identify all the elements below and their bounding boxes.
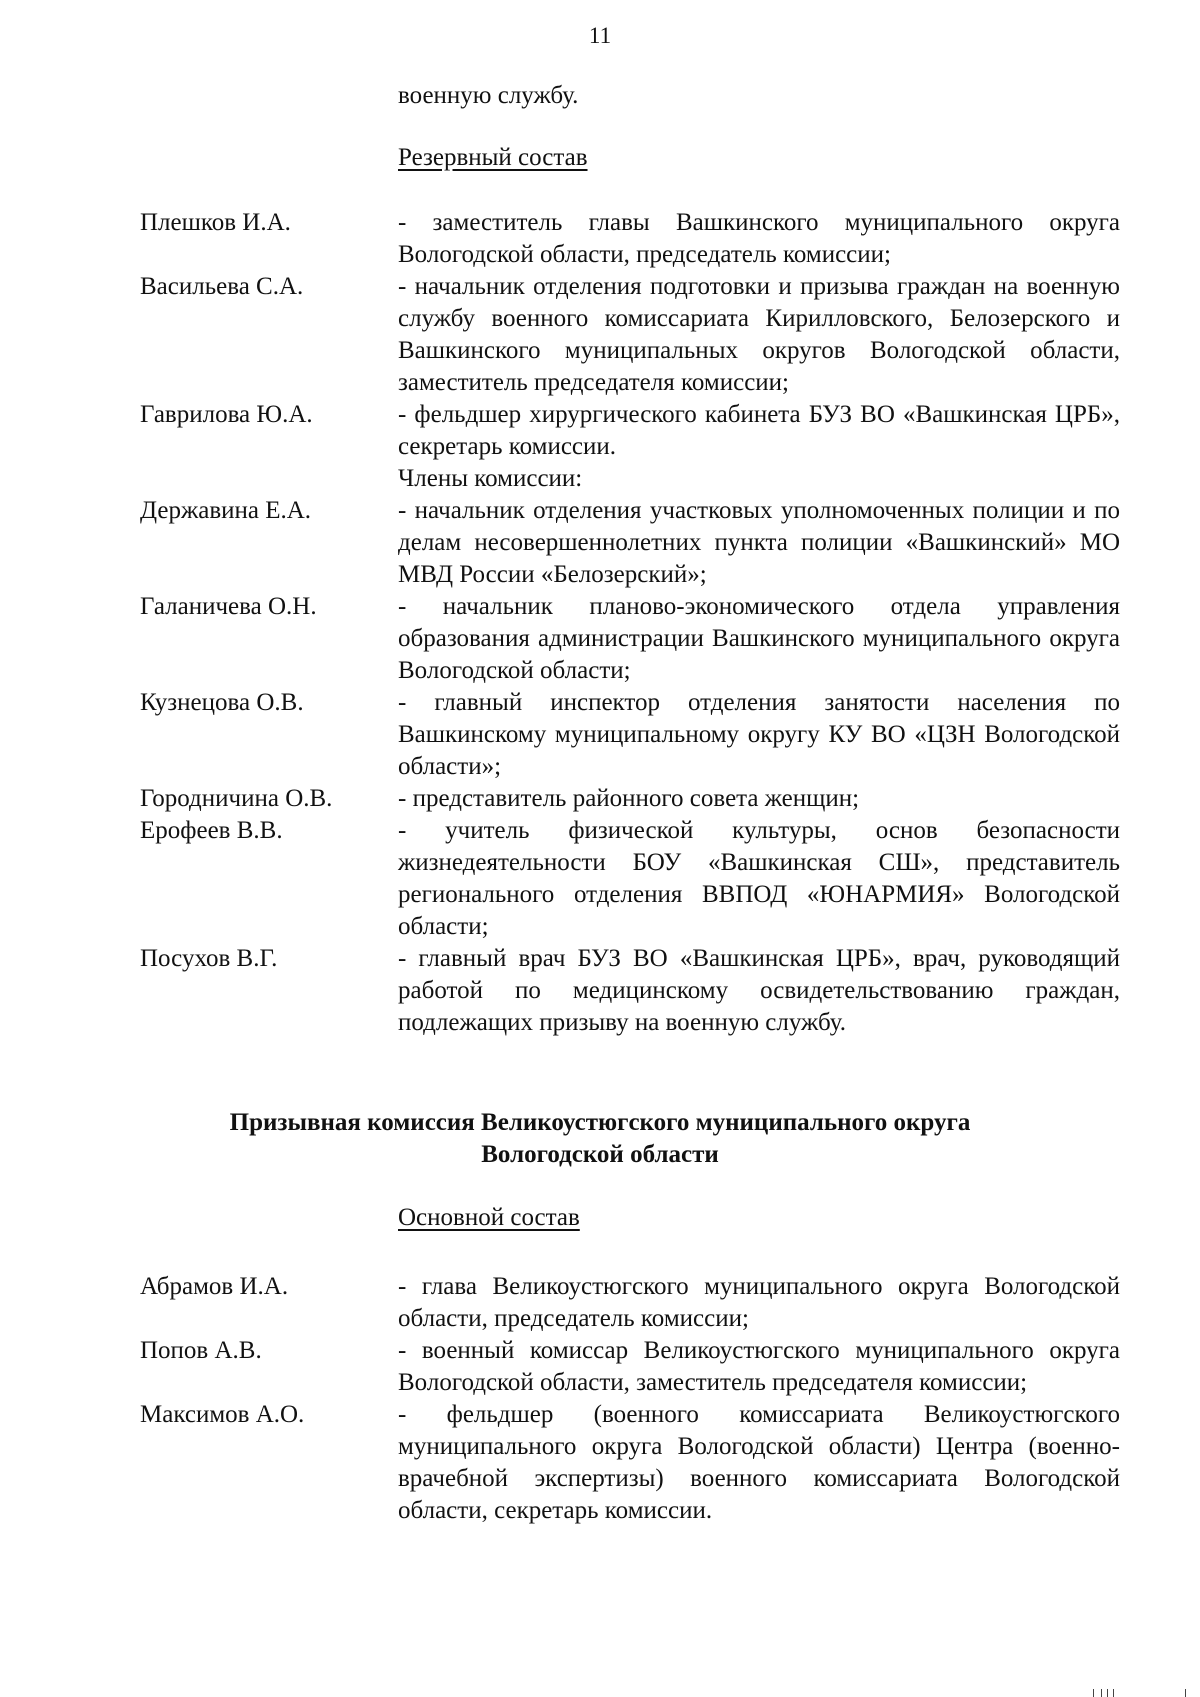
roster-row — [140, 783, 1120, 815]
roster-row — [140, 815, 1120, 943]
member-role: - учитель физической культуры, основ безопасности жизнедеятельности БОУ «Вашкинская СШ», представитель регионального отделения ВВПОД «ЮНАРМИЯ» Вологодской области; — [398, 817, 1120, 940]
member-role: - главный врач БУЗ ВО «Вашкинская ЦРБ», врач, руководящий работой по медицинскому освидетельствованию граждан, подлежащих призыву на военную службу. — [398, 945, 1120, 1036]
member-name: Попов А.В. — [140, 1337, 262, 1364]
reserve-roster — [140, 207, 1120, 1039]
commission-title-line: Вологодской области — [481, 1141, 719, 1168]
commission-title-line: Призывная комиссия Великоустюгского муниципального округа — [229, 1109, 971, 1136]
continued-text: военную службу. — [398, 82, 579, 109]
roster-row — [140, 207, 1120, 271]
roster-row — [140, 495, 1120, 591]
member-name: Васильева С.А. — [140, 273, 304, 300]
member-name: Галаничева О.Н. — [140, 593, 317, 620]
member-role: - военный комиссар Великоустюгского муниципального округа Вологодской области, заместитель председателя комиссии; — [398, 1337, 1120, 1396]
roster-row — [140, 591, 1120, 687]
roster-row — [140, 271, 1120, 399]
roster-row — [140, 399, 1120, 463]
member-role: - начальник отделения подготовки и призыва граждан на военную службу военного комиссариата Кирилловского, Белозерского и Вашкинского муниципальных округов Вологодской области, заместитель председателя комиссии; — [398, 273, 1120, 396]
commission-title — [0, 1107, 1200, 1171]
member-role: - фельдшер (военного комиссариата Великоустюгского муниципального округа Вологодской области) Центра (военно-врачебной экспертизы) военного комиссариата Вологодской области, секретарь комиссии. — [398, 1401, 1120, 1524]
member-role: - заместитель главы Вашкинского муниципального округа Вологодской области, председатель комиссии; — [398, 209, 1120, 268]
member-name: Городничина О.В. — [140, 785, 333, 812]
member-role: - главный инспектор отделения занятости населения по Вашкинскому муниципальному округу КУ ВО «ЦЗН Вологодской области»; — [398, 689, 1120, 780]
main-composition-heading: Основной состав — [398, 1204, 580, 1231]
member-name: Державина Е.А. — [140, 497, 312, 524]
member-role: - начальник отделения участковых уполномоченных полиции и по делам несовершеннолетних пункта полиции «Вашкинский» МО МВД России «Белозерский»; — [398, 497, 1120, 588]
member-name: Гаврилова Ю.А. — [140, 401, 313, 428]
roster-row — [140, 1271, 1120, 1335]
member-name: Ерофеев В.В. — [140, 817, 283, 844]
member-name: Посухов В.Г. — [140, 945, 278, 972]
main-roster — [140, 1271, 1120, 1527]
roster-row — [140, 687, 1120, 783]
member-name: Максимов А.О. — [140, 1401, 305, 1428]
members-label: Члены комиссии: — [398, 465, 583, 492]
scan-artifact — [1085, 1680, 1195, 1697]
member-role: - фельдшер хирургического кабинета БУЗ ВО «Вашкинская ЦРБ», секретарь комиссии. — [398, 401, 1120, 460]
member-role: - начальник планово-экономического отдела управления образования администрации Вашкинского муниципального округа Вологодской области; — [398, 593, 1120, 684]
page-number: 11 — [588, 23, 612, 48]
member-name: Абрамов И.А. — [140, 1273, 289, 1300]
member-role: - глава Великоустюгского муниципального округа Вологодской области, председатель комиссии; — [398, 1273, 1120, 1332]
roster-row — [140, 943, 1120, 1039]
reserve-composition-heading: Резервный состав — [398, 144, 588, 171]
member-role: - представитель районного совета женщин; — [398, 785, 860, 812]
roster-row — [140, 1335, 1120, 1399]
member-name: Кузнецова О.В. — [140, 689, 304, 716]
member-name: Плешков И.А. — [140, 209, 291, 236]
roster-row — [140, 1399, 1120, 1527]
